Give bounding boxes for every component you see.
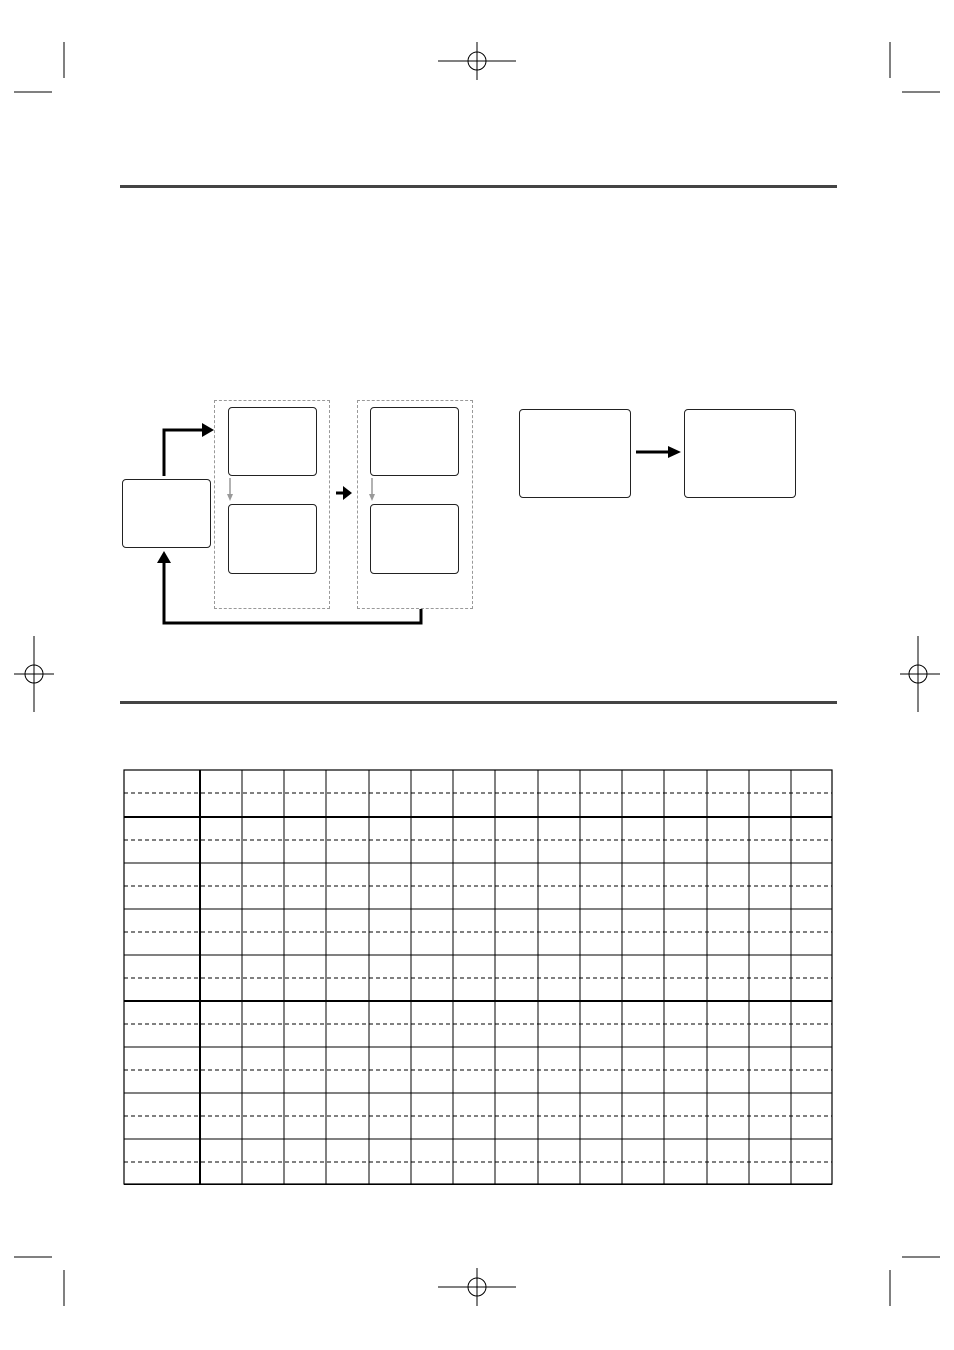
data-table (123, 769, 833, 1190)
data-table-grid (123, 769, 833, 1185)
flow-arrow-icon (157, 423, 681, 623)
inner-step-arrow-icon (227, 478, 375, 501)
table-border (124, 770, 832, 1184)
